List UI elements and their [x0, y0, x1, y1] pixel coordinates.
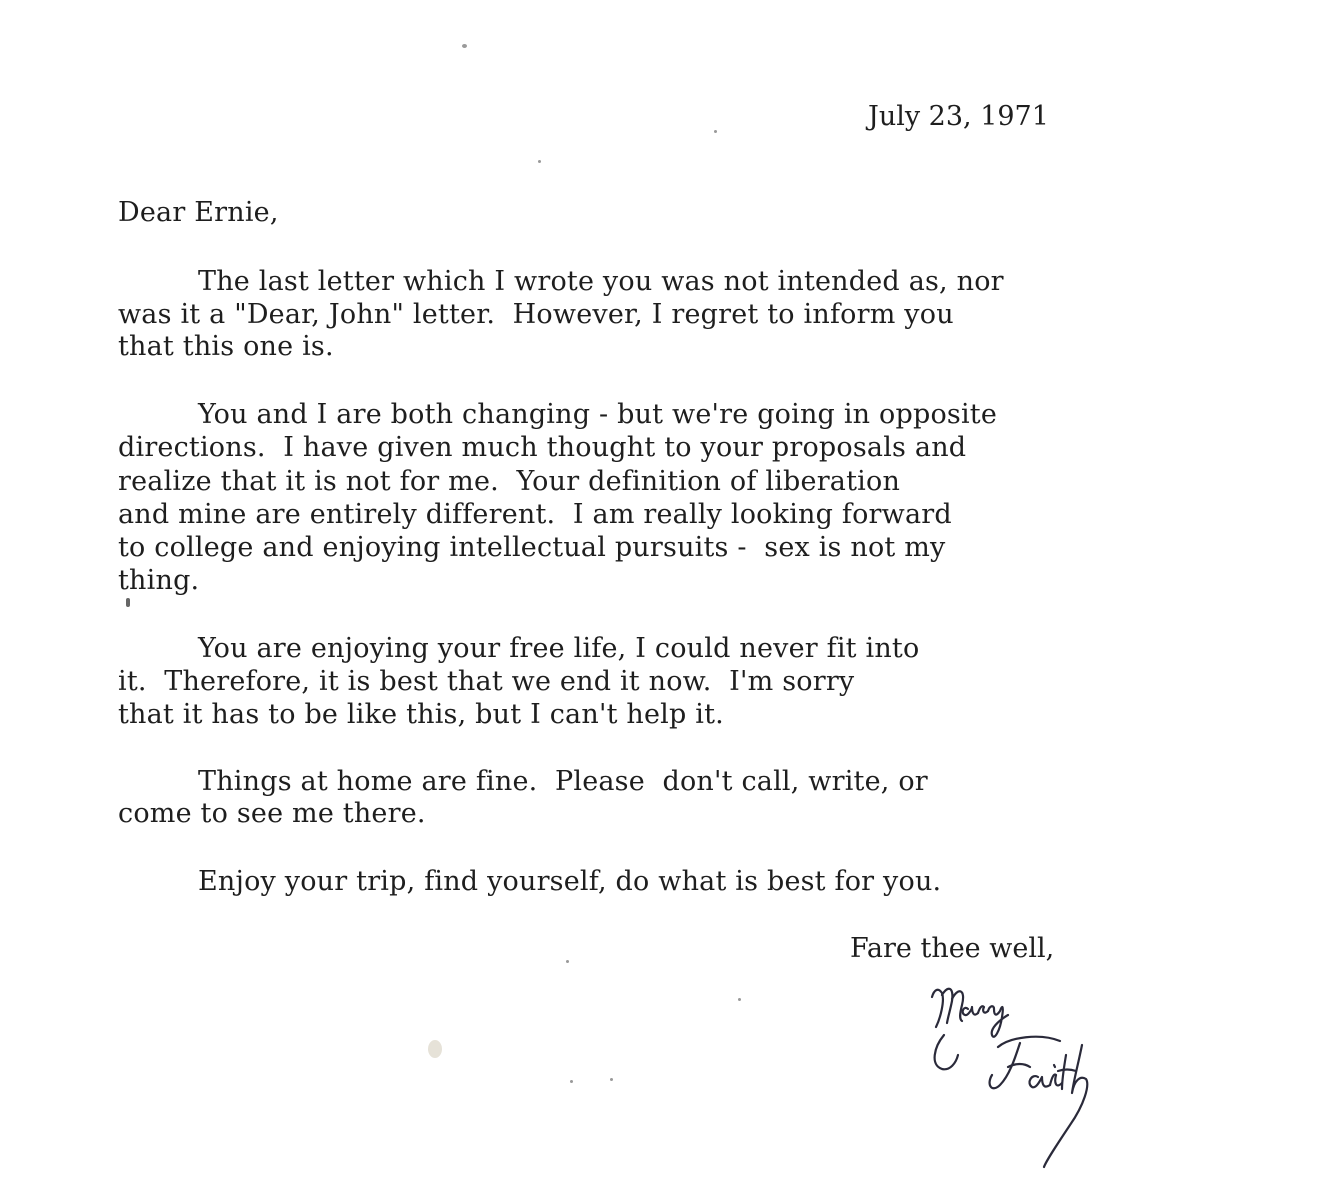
handwritten-signature	[920, 975, 1120, 1175]
scan-speck	[570, 1080, 573, 1083]
closing: Fare thee well,	[850, 933, 1055, 964]
scan-speck	[738, 998, 741, 1001]
paragraph-4-line-2: come to see me there.	[118, 798, 426, 829]
paragraph-2-line-6: thing.	[118, 565, 200, 596]
paragraph-4-line-1: Things at home are fine. Please don't call, write, or	[198, 766, 928, 797]
paragraph-3-line-2: it. Therefore, it is best that we end it now. I'm sorry	[118, 666, 855, 697]
paragraph-2-line-5: to college and enjoying intellectual pursuits - sex is not my	[118, 532, 946, 563]
scan-speck	[538, 160, 541, 163]
scan-speck	[714, 130, 717, 133]
scan-speck	[566, 960, 569, 963]
paragraph-1-line-1: The last letter which I wrote you was not intended as, nor	[198, 266, 1004, 297]
paragraph-2-line-3: realize that it is not for me. Your definition of liberation	[118, 466, 901, 497]
paragraph-2-line-1: You and I are both changing - but we're going in opposite	[198, 399, 998, 430]
scan-speck	[126, 598, 130, 607]
paragraph-5-line-1: Enjoy your trip, find yourself, do what is best for you.	[198, 866, 942, 897]
scan-speck	[428, 1040, 442, 1058]
paragraph-3-line-3: that it has to be like this, but I can't help it.	[118, 699, 724, 730]
paragraph-2-line-4: and mine are entirely different. I am really looking forward	[118, 499, 952, 530]
scan-speck	[462, 44, 467, 48]
paragraph-1-line-2: was it a "Dear, John" letter. However, I regret to inform you	[118, 299, 954, 330]
letter-date: July 23, 1971	[868, 101, 1049, 132]
salutation: Dear Ernie,	[118, 197, 279, 228]
paragraph-2-line-2: directions. I have given much thought to your proposals and	[118, 432, 967, 463]
paragraph-3-line-1: You are enjoying your free life, I could never fit into	[198, 633, 920, 664]
paragraph-1-line-3: that this one is.	[118, 331, 334, 362]
scan-speck	[610, 1078, 613, 1081]
